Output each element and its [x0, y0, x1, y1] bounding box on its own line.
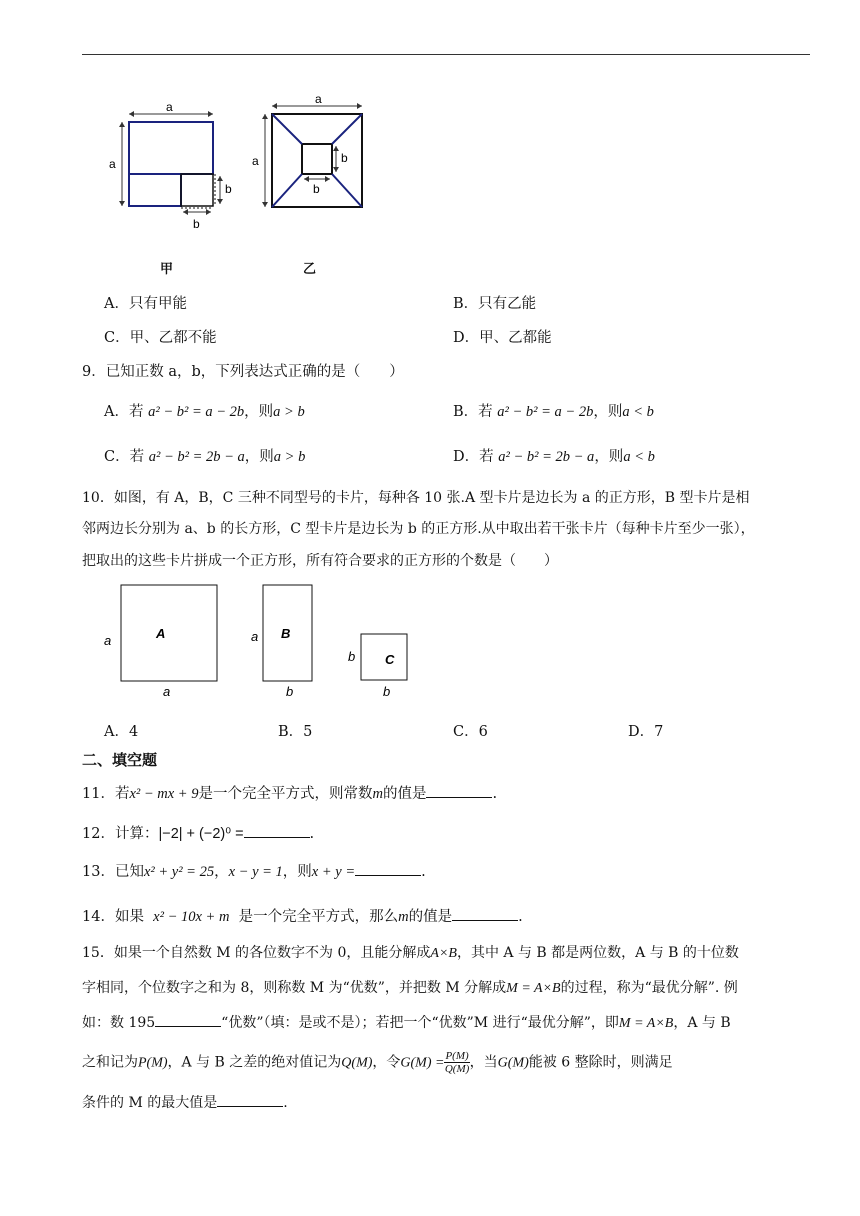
rect-bottom-left: [129, 174, 181, 206]
caption-jia: 甲: [160, 262, 174, 277]
svg-text:a: a: [251, 629, 259, 644]
fraction-pm-qm: $\frac{P(M)}{Q(M)}$: [444, 1050, 470, 1075]
card-b-label: B: [281, 626, 291, 641]
q13: 13．已知x² + y² = 25，x − y = 1，则x + y = .: [82, 860, 426, 881]
svg-text:a: a: [104, 633, 112, 648]
q10-line1: 10．如图，有 A，B，C 三种不同型号的卡片，每种各 10 张.A 型卡片是边长为 a 的正方形，B 型卡片是相: [82, 490, 750, 506]
card-c: [361, 634, 407, 680]
q10-option-a: A．4: [104, 724, 139, 740]
svg-text:b: b: [348, 649, 356, 664]
q9-option-d: D．若 a² − b² = 2b − a，则a < b: [453, 449, 655, 465]
label-a-top: a: [315, 92, 322, 106]
svg-text:b: b: [383, 684, 391, 699]
answer-blank[interactable]: [244, 823, 310, 838]
answer-blank[interactable]: [426, 783, 492, 798]
svg-text:a: a: [163, 684, 171, 699]
q15-line4: 之和记为P(M)，A 与 B 之差的绝对值记为Q(M)，令G(M) = $\frac{P(M)}{Q(M)}$ ，当G(M)能被 6 整除时，则满足: [82, 1050, 673, 1075]
label-b-right: b: [225, 182, 232, 196]
card-a: [121, 585, 217, 681]
inner-square: [302, 144, 332, 174]
label-a-left: a: [109, 157, 116, 171]
section-title: 二、填空题: [82, 751, 158, 769]
answer-blank[interactable]: [155, 1012, 221, 1027]
q15-line3: 如：数 195 “优数”（填：是或不是）；若把一个“优数”M 进行“最优分解”，即M = A×B，A 与 B: [82, 1012, 731, 1032]
answer-blank[interactable]: [217, 1092, 283, 1107]
q9-option-b: B．若 a² − b² = a − 2b，则a < b: [453, 404, 654, 420]
figure-jia: [100, 96, 230, 236]
card-a-label: A: [156, 626, 166, 641]
label-a-top: a: [166, 100, 173, 114]
q14: 14．如果 x² − 10x + m 是一个完全平方式，那么m的值是 .: [82, 905, 523, 926]
q12: 12．计算：|−2| + (−2)⁰ = .: [82, 822, 314, 843]
q8-option-c: C．甲、乙都不能: [104, 330, 217, 346]
q8-option-b: B．只有乙能: [453, 296, 537, 312]
q15-line2: 字相同，个位数字之和为 8，则称数 M 为“优数”，并把数 M 分解成M = A×B的过程，称为“最优分解”. 例: [82, 980, 738, 996]
svg-text:b: b: [286, 684, 294, 699]
q9-stem: 9．已知正数 a，b，下列表达式正确的是（ ）: [82, 364, 404, 380]
caption-yi: 乙: [303, 262, 317, 277]
figure-yi: [245, 90, 375, 220]
label-b-bottom: b: [193, 217, 200, 231]
square-b: [181, 174, 213, 206]
q10-line2: 邻两边长分别为 a、b 的长方形，C 型卡片是边长为 b 的正方形.从中取出若干张卡片（每种卡片至少一张），: [82, 521, 755, 537]
label-b-bottom: b: [313, 182, 320, 196]
q10-cards-figure: [98, 580, 428, 705]
answer-blank[interactable]: [452, 906, 518, 921]
q10-line3: 把取出的这些卡片拼成一个正方形，所有符合要求的正方形的个数是（ ）: [82, 553, 558, 569]
label-b-right: b: [341, 151, 348, 165]
q9-option-a: A．若 a² − b² = a − 2b，则a > b: [104, 404, 305, 420]
label-a-left: a: [252, 154, 259, 168]
q8-option-d: D．甲、乙都能: [453, 330, 552, 346]
header-rule: [82, 54, 810, 55]
q10-option-d: D．7: [628, 724, 664, 740]
card-c-label: C: [385, 652, 395, 667]
q8-option-a: A．只有甲能: [104, 296, 187, 312]
answer-blank[interactable]: [355, 861, 421, 876]
q11: 11．若x² − mx + 9是一个完全平方式，则常数m的值是 .: [82, 782, 497, 803]
q15-line5: 条件的 M 的最大值是 .: [82, 1092, 288, 1112]
q10-option-c: C．6: [453, 724, 488, 740]
q15-line1: 15．如果一个自然数 M 的各位数字不为 0，且能分解成A×B，其中 A 与 B 都是两位数，A 与 B 的十位数: [82, 945, 739, 961]
square-a-top: [129, 122, 213, 174]
q9-option-c: C．若 a² − b² = 2b − a，则a > b: [104, 449, 306, 465]
q10-option-b: B．5: [278, 724, 313, 740]
